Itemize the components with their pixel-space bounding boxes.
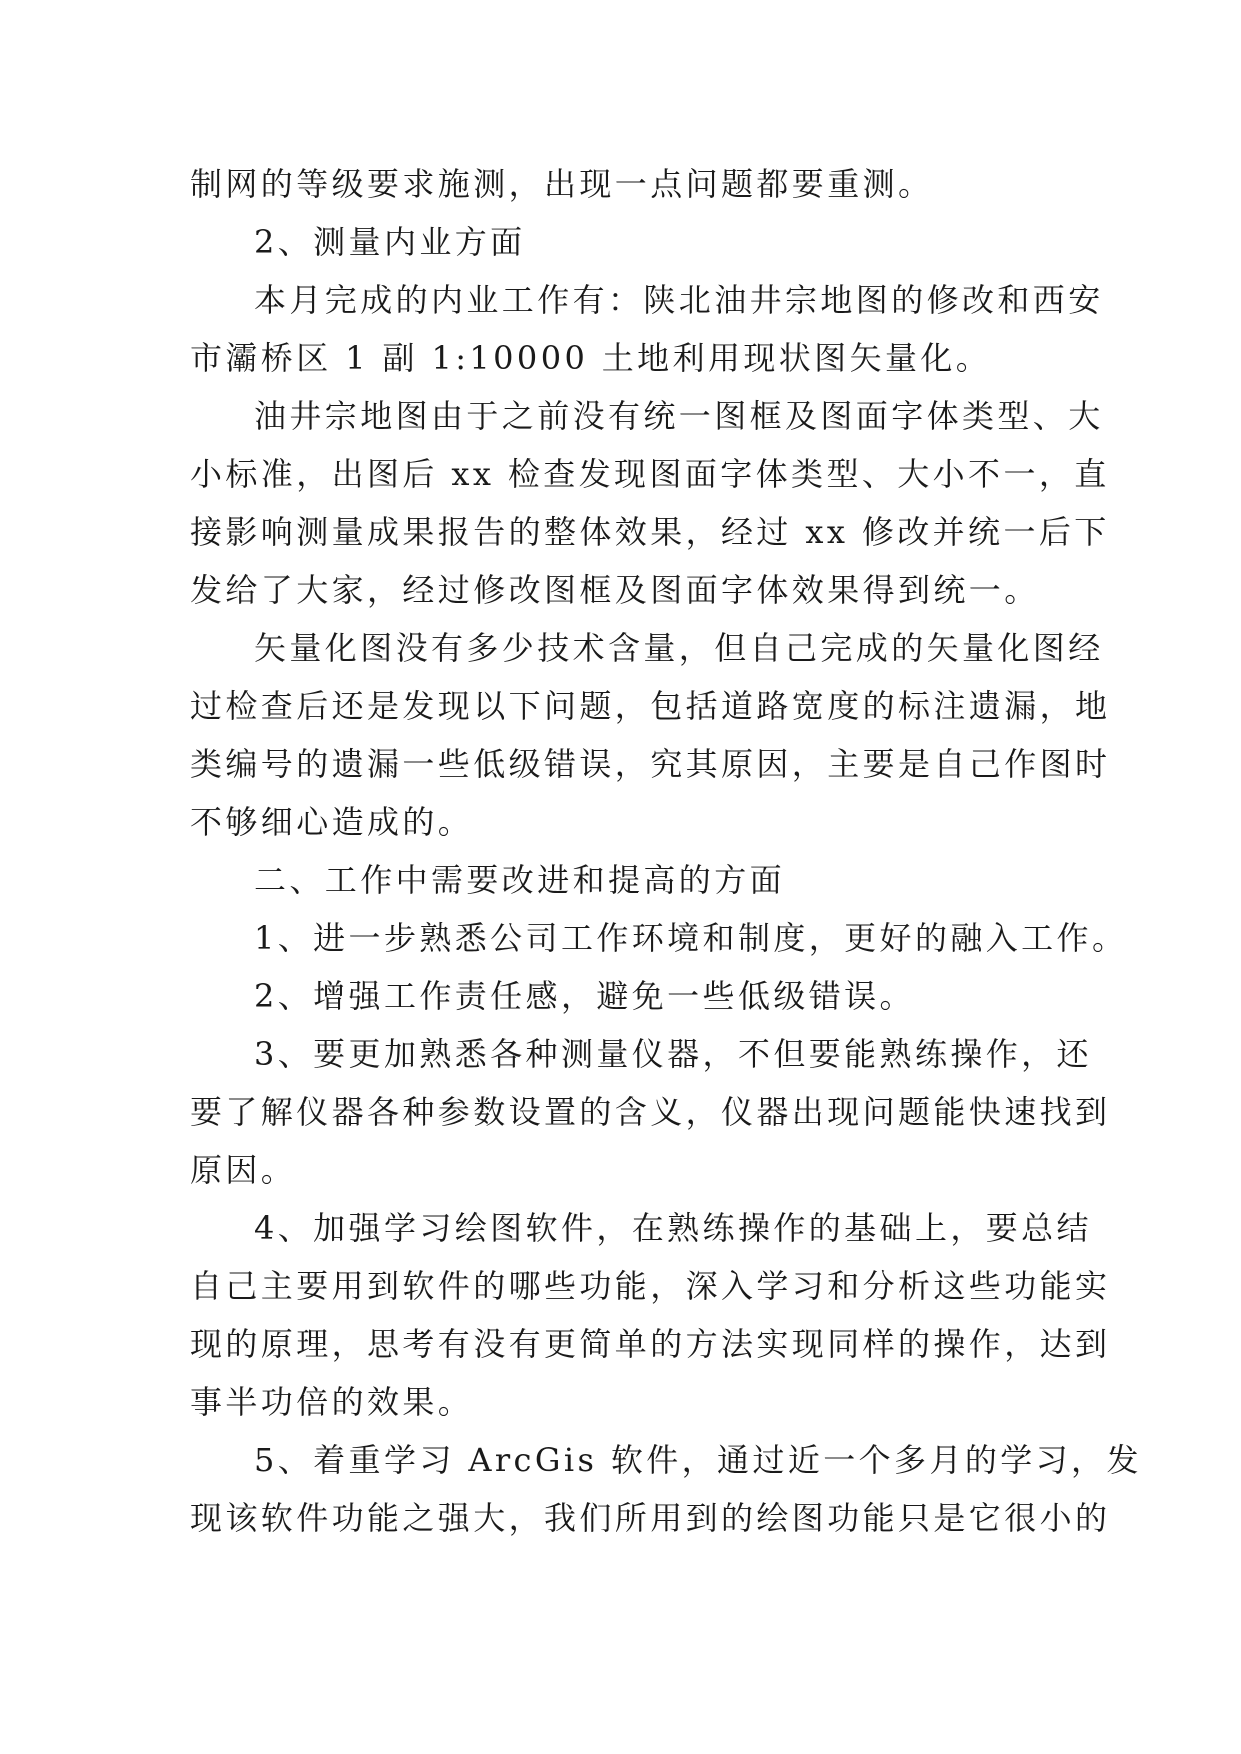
text-line: 2、测量内业方面 [254, 223, 526, 261]
text-line: 市灞桥区 1 副 1:10000 土地利用现状图矢量化。 [190, 339, 992, 377]
text-line: 事半功倍的效果。 [190, 1383, 474, 1421]
text-line: 4、加强学习绘图软件，在熟练操作的基础上，要总结 [254, 1209, 1092, 1247]
text-line: 3、要更加熟悉各种测量仪器，不但要能熟练操作，还 [254, 1035, 1092, 1073]
text-line: 自己主要用到软件的哪些功能，深入学习和分析这些功能实 [190, 1267, 1111, 1305]
document-body [190, 155, 1142, 1547]
text-line: 发给了大家，经过修改图框及图面字体效果得到统一。 [190, 571, 1040, 609]
text-line: 5、着重学习 ArcGis 软件，通过近一个多月的学习，发 [254, 1441, 1142, 1479]
text-line: 现的原理，思考有没有更简单的方法实现同样的操作，达到 [190, 1325, 1111, 1363]
text-line: 不够细心造成的。 [190, 803, 474, 841]
text-line: 类编号的遗漏一些低级错误，究其原因，主要是自己作图时 [190, 745, 1111, 783]
text-line: 要了解仪器各种参数设置的含义，仪器出现问题能快速找到 [190, 1093, 1111, 1131]
text-line: 小标准，出图后 xx 检查发现图面字体类型、大小不一，直 [190, 455, 1110, 493]
text-line: 原因。 [190, 1151, 297, 1189]
text-line: 现该软件功能之强大，我们所用到的绘图功能只是它很小的 [190, 1499, 1111, 1537]
text-line: 2、增强工作责任感，避免一些低级错误。 [254, 977, 915, 1015]
text-line: 1、进一步熟悉公司工作环境和制度，更好的融入工作。 [254, 919, 1128, 957]
text-line: 过检查后还是发现以下问题，包括道路宽度的标注遗漏，地 [190, 687, 1111, 725]
text-line: 油井宗地图由于之前没有统一图框及图面字体类型、大 [254, 397, 1104, 435]
text-line: 矢量化图没有多少技术含量，但自己完成的矢量化图经 [254, 629, 1104, 667]
text-line: 制网的等级要求施测，出现一点问题都要重测。 [190, 165, 934, 203]
text-line: 接影响测量成果报告的整体效果，经过 xx 修改并统一后下 [190, 513, 1110, 551]
text-line: 本月完成的内业工作有：陕北油井宗地图的修改和西安 [254, 281, 1104, 319]
section-heading: 二、工作中需要改进和提高的方面 [254, 861, 786, 899]
